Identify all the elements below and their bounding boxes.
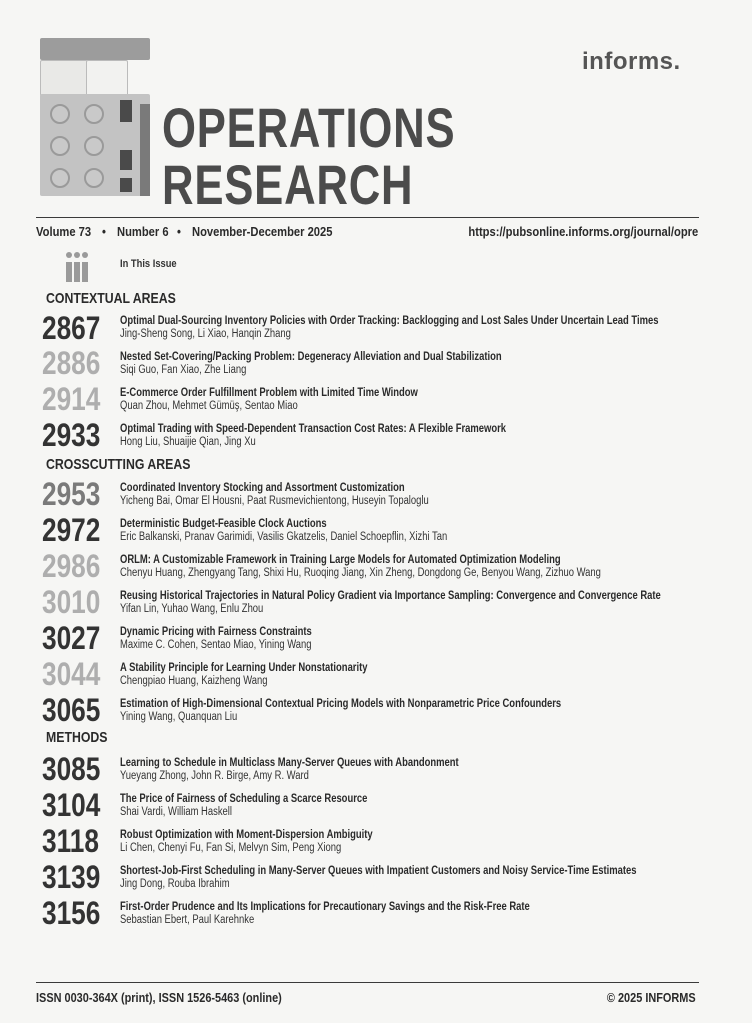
article-authors: Eric Balkanski, Pranav Garimidi, Vasilis Gkatzelis, Daniel Schoepflin, Xizhi Tan [120,531,448,543]
article-page-number: 3010 [42,584,101,620]
article-authors: Yueyang Zhong, John R. Birge, Amy R. Ward [120,770,309,782]
article-page-number: 2933 [42,417,101,453]
in-this-issue-label: In This Issue [120,258,177,270]
article-page-number: 2886 [42,345,101,381]
article-page-number: 3065 [42,692,101,728]
header-rule [36,217,699,218]
article-page-number: 3085 [42,751,101,787]
article-title-link[interactable]: Reusing Historical Trajectories in Natural Policy Gradient via Importance Sampling: Convergence and Convergence Rate [120,590,661,602]
article-title-link[interactable]: Optimal Dual-Sourcing Inventory Policies with Order Tracking: Backlogging and Lost Sales Under Uncertain Lead Times [120,315,659,327]
article-authors: Yicheng Bai, Omar El Housni, Paat Rusmevichientong, Huseyin Topaloglu [120,495,429,507]
article-authors: Siqi Guo, Fan Xiao, Zhe Liang [120,364,247,376]
section-heading-crosscutting: CROSSCUTTING AREAS [46,456,191,473]
article-authors: Chengpiao Huang, Kaizheng Wang [120,675,268,687]
article-authors: Maxime C. Cohen, Sentao Miao, Yining Wang [120,639,312,651]
article-authors: Yining Wang, Quanquan Liu [120,711,238,723]
article-title-link[interactable]: Deterministic Budget-Feasible Clock Auctions [120,518,327,530]
issn-line: ISSN 0030-364X (print), ISSN 1526-5463 (online) [36,990,282,1005]
bullet-separator: • [177,224,181,239]
section-heading-methods: METHODS [46,729,108,746]
article-page-number: 3104 [42,787,101,823]
article-authors: Quan Zhou, Mehmet Gümüş, Sentao Miao [120,400,298,412]
article-authors: Chenyu Huang, Zhengyang Tang, Shixi Hu, Ruoqing Jiang, Xin Zheng, Dongdong Ge, Benyou Wang, Zizhuo Wang [120,567,601,579]
article-title-link[interactable]: Estimation of High-Dimensional Contextual Pricing Models with Nonparametric Price Confounders [120,698,562,710]
article-page-number: 2914 [42,381,101,417]
footer-rule [36,982,699,983]
cover-art-blocks [40,38,150,196]
copyright: © 2025 INFORMS [607,990,696,1005]
article-title-link[interactable]: A Stability Principle for Learning Under Nonstationarity [120,662,368,674]
article-page-number: 2972 [42,512,101,548]
article-title-link[interactable]: Optimal Trading with Speed-Dependent Transaction Cost Rates: A Flexible Framework [120,423,507,435]
article-page-number: 3027 [42,620,101,656]
in-this-issue-page-iii [66,252,88,282]
article-title-link[interactable]: First-Order Prudence and Its Implications for Precautionary Savings and the Risk-Free Rate [120,901,530,913]
article-authors: Shai Vardi, William Haskell [120,806,232,818]
article-title-link[interactable]: Robust Optimization with Moment-Dispersion Ambiguity [120,829,373,841]
article-title-link[interactable]: Learning to Schedule in Multiclass Many-Server Queues with Abandonment [120,757,459,769]
article-page-number: 3139 [42,859,101,895]
article-authors: Hong Liu, Shuaijie Qian, Jing Xu [120,436,256,448]
journal-url[interactable]: https://pubsonline.informs.org/journal/opre [468,224,698,239]
article-title-link[interactable]: Shortest-Job-First Scheduling in Many-Server Queues with Impatient Customers and Noisy Service-Time Estimates [120,865,637,877]
article-page-number: 3044 [42,656,101,692]
article-title-link[interactable]: E-Commerce Order Fulfillment Problem with Limited Time Window [120,387,418,399]
article-title-link[interactable]: Coordinated Inventory Stocking and Assortment Customization [120,482,405,494]
journal-title-line2: RESEARCH [162,153,414,216]
bullet-separator: • [102,224,106,239]
article-authors: Jing Dong, Rouba Ibrahim [120,878,230,890]
article-page-number: 2986 [42,548,101,584]
article-title-link[interactable]: The Price of Fairness of Scheduling a Scarce Resource [120,793,368,805]
issue-date: November-December 2025 [192,224,333,239]
article-title-link[interactable]: Nested Set-Covering/Packing Problem: Degeneracy Alleviation and Dual Stabilization [120,351,502,363]
article-page-number: 3118 [42,823,99,859]
article-page-number: 2953 [42,476,101,512]
issue-number: Number 6 [117,224,169,239]
article-authors: Sebastian Ebert, Paul Karehnke [120,914,255,926]
article-page-number: 2867 [42,310,101,346]
section-heading-contextual: CONTEXTUAL AREAS [46,290,176,307]
article-title-link[interactable]: Dynamic Pricing with Fairness Constraints [120,626,312,638]
article-authors: Li Chen, Chenyi Fu, Fan Si, Melvyn Sim, Peng Xiong [120,842,342,854]
journal-title-line1: OPERATIONS [162,96,456,159]
informs-logo: informs. [582,48,681,75]
article-title-link[interactable]: ORLM: A Customizable Framework in Training Large Models for Automated Optimization Modeling [120,554,561,566]
article-page-number: 3156 [42,895,101,931]
issue-volume: Volume 73 [36,224,92,239]
article-authors: Jing-Sheng Song, Li Xiao, Hanqin Zhang [120,328,291,340]
article-authors: Yifan Lin, Yuhao Wang, Enlu Zhou [120,603,264,615]
